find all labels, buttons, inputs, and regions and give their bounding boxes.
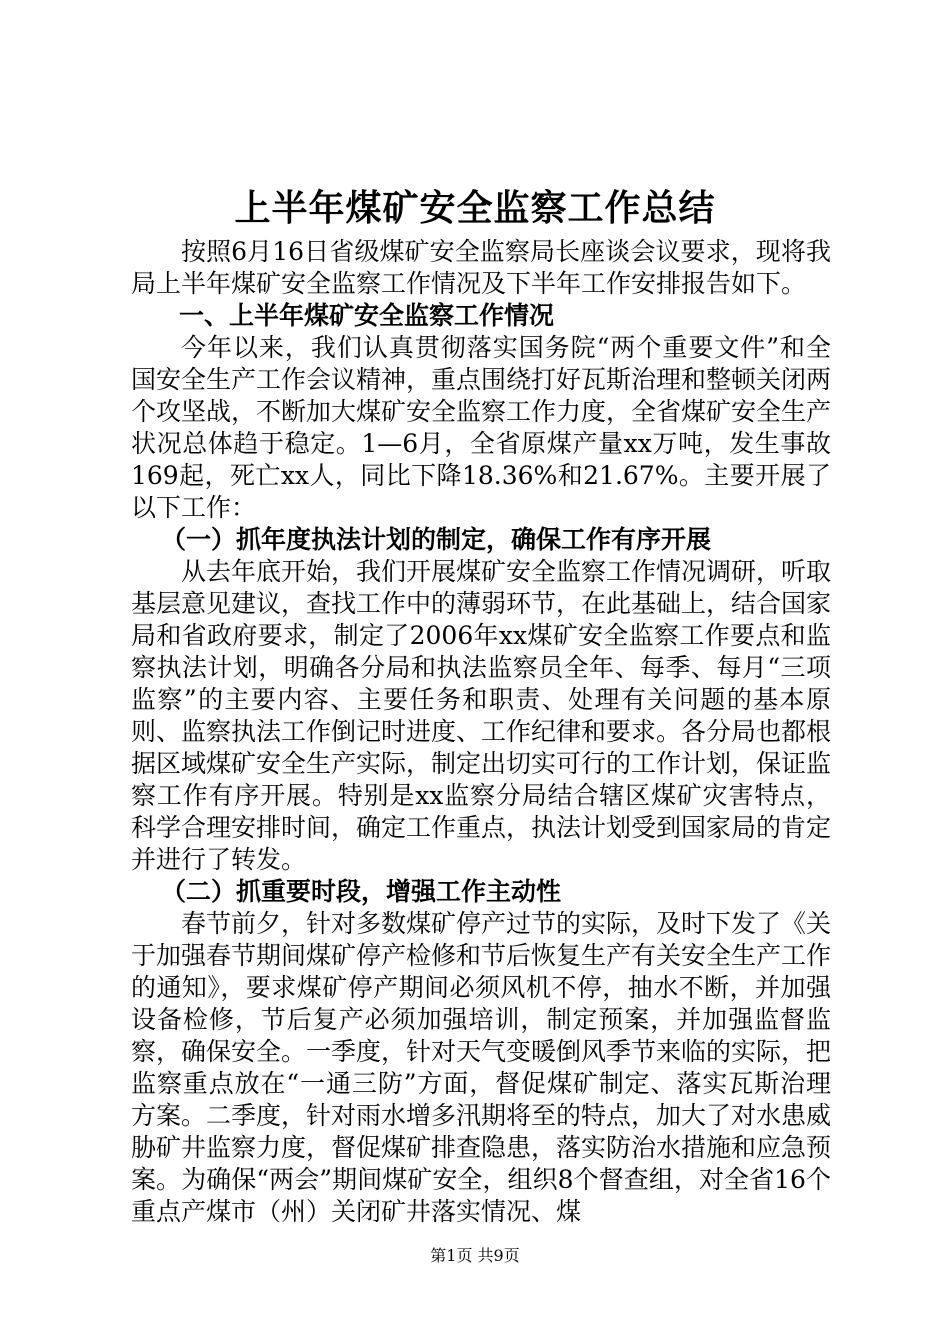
subsection-1-heading: （一）抓年度执法计划的制定，确保工作有序开展 [161,525,712,554]
document-title: 上半年煤矿安全监察工作总结 [234,187,716,229]
section-1-paragraph: 今年以来，我们认真贯彻落实国务院“两个重要文件”和全国安全生产工作会议精神，重点围绕打好瓦斯治理和整顿关闭两个攻坚战，不断加大煤矿安全监察工作力度，全省煤矿安全生产状况总体趋于稳定。1—6月，全省原煤产量xx万吨，发生事故169起，死亡xx人，同比下降18.36%和21.67%。主要开展了以下工作： [131,333,832,522]
document-body [131,236,831,1228]
page-footer: 第1页 共9页 [430,1246,520,1265]
subsection-2-heading: （二）抓重要时段，增强工作主动性 [161,877,562,906]
section-1-heading: 一、上半年煤矿安全监察工作情况 [179,301,555,330]
subsection-2-paragraph: 春节前夕，针对多数煤矿停产过节的实际，及时下发了《关于加强春节期间煤矿停产检修和节后恢复生产有关安全生产工作的通知》，要求煤矿停产期间必须风机不停，抽水不断，并加强设备检修，节后复产必须加强培训，制定预案，并加强监督监察，确保安全。一季度，针对天气变暖倒风季节来临的实际，把监察重点放在“一通三防”方面，督促煤矿制定、落实瓦斯治理方案。二季度，针对雨水增多汛期将至的特点，加大了对水患威胁矿井监察力度，督促煤矿排查隐患，落实防治水措施和应急预案。为确保“两会”期间煤矿安全，组织8个督查组，对全省16个重点产煤市（州）关闭矿井落实情况、煤 [131,909,832,1226]
subsection-1-paragraph: 从去年底开始，我们开展煤矿安全监察工作情况调研，听取基层意见建议，查找工作中的薄弱环节，在此基础上，结合国家局和省政府要求，制定了2006年xx煤矿安全监察工作要点和监察执法计划，明确各分局和执法监察员全年、每季、每月“三项监察”的主要内容、主要任务和职责、处理有关问题的基本原则、监察执法工作倒记时进度、工作纪律和要求。各分局也都根据区域煤矿安全生产实际，制定出切实可行的工作计划，保证监察工作有序开展。特别是xx监察分局结合辖区煤矿灾害特点，科学合理安排时间，确定工作重点，执法计划受到国家局的肯定并进行了转发。 [131,557,832,874]
intro-paragraph: 按照6月16日省级煤矿安全监察局长座谈会议要求，现将我局上半年煤矿安全监察工作情况及下半年工作安排报告如下。 [131,237,831,298]
